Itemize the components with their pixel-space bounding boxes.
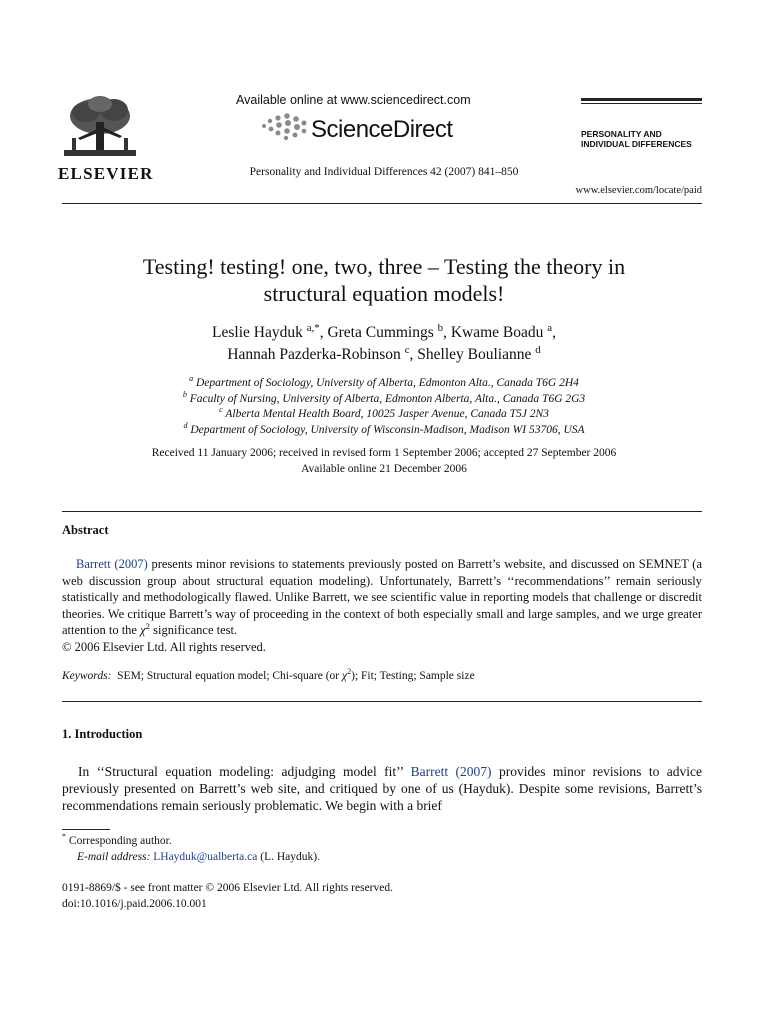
abstract-body [62,556,702,656]
available-online-date: Available online 21 December 2006 [301,462,467,475]
affiliation-item: $^b$ Faculty of Nursing, University of Alberta, Edmonton Alberta, Alta., Canada T6G 2G3 [182,389,586,405]
header-divider [62,203,702,204]
intro-body [62,763,702,814]
author-affil-mark[interactable]: d [535,343,541,356]
journal-name [581,129,692,149]
author-sep: , [443,324,451,341]
abstract-divider-bottom [62,701,702,702]
author-line-2 [60,344,708,366]
author-sep: , [552,324,556,341]
footnote [62,834,320,865]
author-list [60,322,708,366]
author-name: Shelley Boulianne [417,346,532,363]
abstract-paragraph: Barrett (2007) presents minor revisions to statements previously posted on Barrett’s website, and discussed on SEMNET (a web discussion group about structural equation modeling). Unfortunately, Barrett’s ‘‘recommendations’’ remain seriously statistically and methodologically flawed. Unlike Barrett, we see scientific value in reporting models that challenge or discredit theories. We critique Barrett’s way of proceeding in the context of both especially small and large samples, and we urge greater attention to the $\chi^2$ significance test. [62,557,703,638]
journal-reference: Personality and Individual Differences 42 (2007) 841–850 [249,166,519,178]
abstract-heading: Abstract [62,523,109,537]
sciencedirect-wordmark: ScienceDirect [311,116,453,143]
author-affil-mark[interactable]: a,* [306,321,320,334]
available-online-text: Available online at www.sciencedirect.com [236,93,471,107]
issn-line: 0191-8869/$ - see front matter © 2006 Elsevier Ltd. All rights reserved. [62,882,393,894]
author-sep: , [319,324,328,341]
affiliation-item: $^d$ Department of Sociology, University of Wisconsin-Madison, Madison WI 53706, USA [183,420,585,436]
citation-link[interactable]: Barrett (2007) [76,557,148,571]
elsevier-tree-icon [58,94,142,158]
journal-rule-thin [581,103,702,104]
author-name: Hannah Pazderka-Robinson [227,346,401,363]
publisher-wordmark: ELSEVIER [58,164,154,183]
author-sep: , [409,346,418,363]
author-affil-mark[interactable]: c [404,343,410,356]
article-dates [60,446,708,477]
abstract-divider-top [62,511,702,512]
keywords-line: Keywords: SEM; Structural equation model; Chi-square (or $\chi^2$); Fit; Testing; Sample size [62,667,475,682]
author-affil-mark[interactable]: b [437,321,444,334]
corresponding-author-note: * Corresponding author. [62,832,172,847]
section-heading: 1. Introduction [62,727,143,741]
title-line-1: Testing! testing! one, two, three – Testing the theory in [142,254,626,279]
affiliation-item: $^a$ Department of Sociology, University of Alberta, Edmonton Alta., Canada T6G 2H4 [189,374,579,389]
journal-name-line-1: PERSONALITY AND [581,129,662,139]
doi-line: doi:10.1016/j.paid.2006.10.001 [62,897,207,910]
journal-url-link[interactable]: www.elsevier.com/locate/paid [575,185,702,196]
footnote-divider [62,829,110,830]
author-name: Kwame Boadu [450,324,544,341]
author-name: Greta Cummings [327,324,434,341]
article-title [60,253,708,307]
author-affil-mark[interactable]: a [547,321,553,334]
received-dates: Received 11 January 2006; received in revised form 1 September 2006; accepted 27 September 2006 [151,447,617,459]
keywords-label: Keywords: [62,670,112,682]
author-line-1 [60,322,708,344]
intro-paragraph: In ‘‘Structural equation modeling: adjudging model fit’’ Barrett (2007) provides minor revisions to advice previously presented on Barrett’s web site, and critiqued by one of us (Hayduk). Despite some revisions, Barrett’s recommendations remain seriously problematic. We begin with a brief [62,764,703,813]
email-line: E-mail address: LHayduk@ualberta.ca (L. Hayduk). [77,850,320,863]
affiliation-list [60,376,708,438]
journal-rule [581,98,702,101]
author-name: Leslie Hayduk [212,324,303,341]
chi-symbol: χ [140,623,146,638]
copyright-line: © 2006 Elsevier Ltd. All rights reserved. [62,639,266,654]
journal-name-line-2: INDIVIDUAL DIFFERENCES [581,139,692,149]
email-link[interactable]: LHayduk@ualberta.ca [153,850,258,863]
title-line-2: structural equation models! [263,281,505,306]
sciencedirect-dots-icon [260,112,308,142]
citation-link[interactable]: Barrett (2007) [410,764,492,779]
front-matter [62,881,393,912]
affiliation-item: $^c$ Alberta Mental Health Board, 10025 Jasper Avenue, Canada T5J 2N3 [219,405,549,420]
